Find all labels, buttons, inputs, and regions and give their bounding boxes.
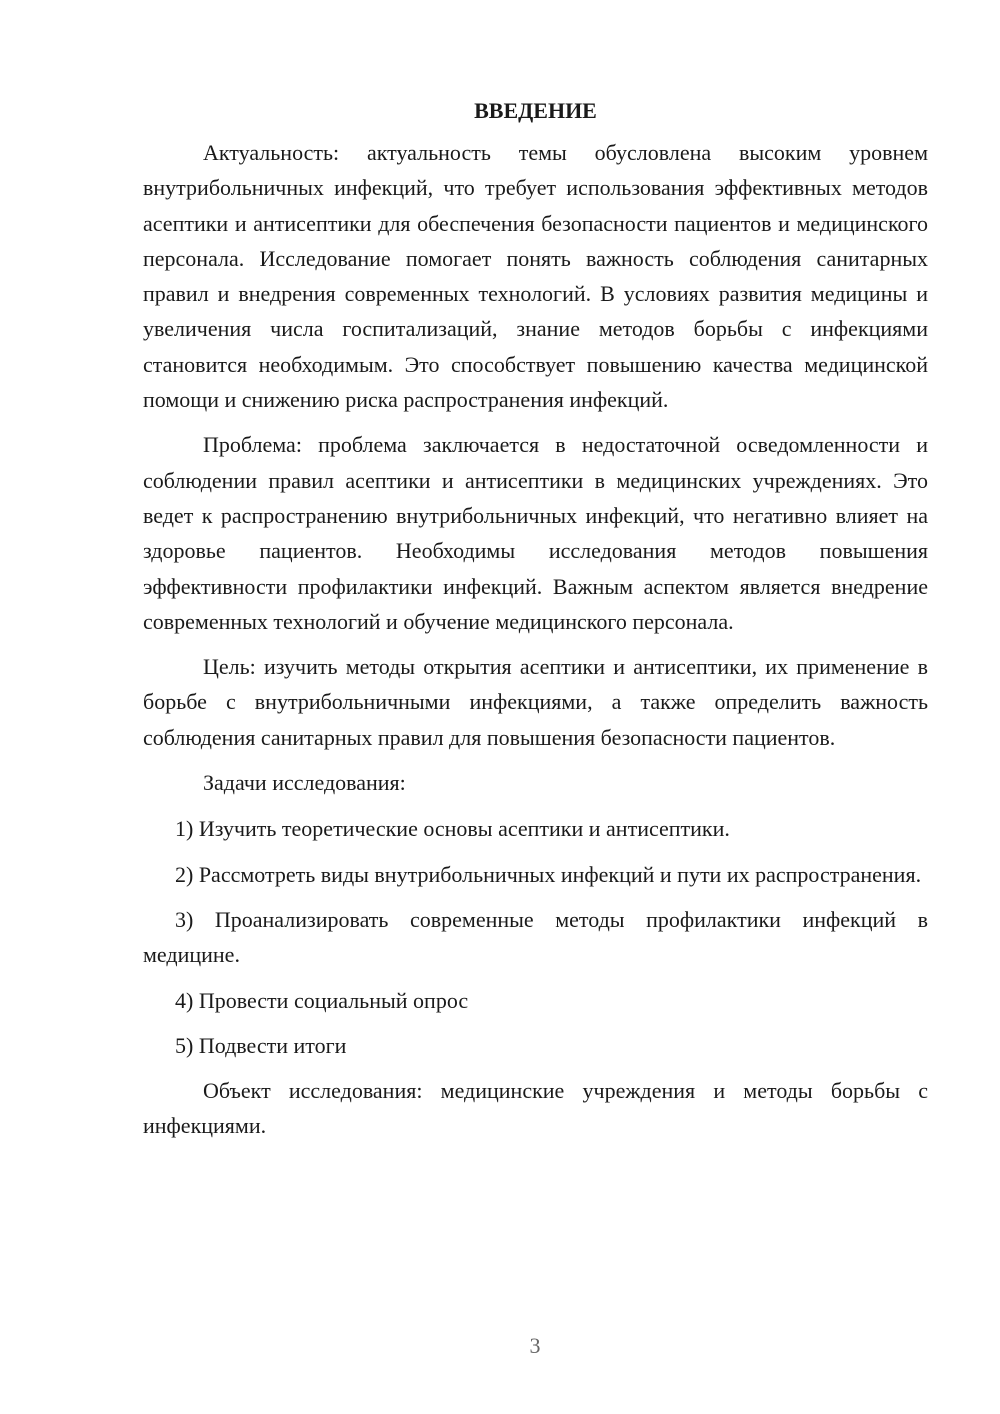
- section-heading: ВВЕДЕНИЕ: [474, 98, 597, 123]
- page-number: 3: [529, 1333, 541, 1358]
- paragraph-object: Объект исследования: медицинские учреждения и методы борьбы с инфекциями.: [143, 1078, 928, 1139]
- task-item-3: 3) Проанализировать современные методы профилактики инфекций в медицине.: [143, 906, 928, 968]
- task-item-4: 4) Провести социальный опрос: [175, 987, 469, 1013]
- task-item-5: 5) Подвести итоги: [175, 1032, 347, 1058]
- task-item-2: 2) Рассмотреть виды внутрибольничных инфекций и пути их распространения.: [175, 861, 922, 887]
- paragraph-relevance: Актуальность: актуальность темы обусловлена высоким уровнем внутрибольничных инфекций, что требует использования эффективных методов асептики и антисептики для обеспечения безопасности пациентов и медицинского персонала. Исследование помогает понять важность соблюдения санитарных правил и внедрения современных технологий. В условиях развития медицины и увеличения числа госпитализаций, знание методов борьбы с инфекциями становится необходимым. Это способствует повышению качества медицинской помощи и снижению риска распространения инфекций.: [143, 140, 928, 413]
- tasks-heading: Задачи исследования:: [203, 770, 406, 796]
- paragraph-goal: Цель: изучить методы открытия асептики и антисептики, их применение в борьбе с внутрибольничными инфекциями, а также определить важность соблюдения санитарных правил для повышения безопасности пациентов.: [143, 654, 928, 750]
- paragraph-problem: Проблема: проблема заключается в недостаточной осведомленности и соблюдении правил асептики и антисептики в медицинских учреждениях. Это ведет к распространению внутрибольничных инфекций, что негативно влияет на здоровье пациентов. Необходимы исследования методов повышения эффективности профилактики инфекций. Важным аспектом является внедрение современных технологий и обучение медицинского персонала.: [143, 432, 928, 634]
- task-item-1: 1) Изучить теоретические основы асептики и антисептики.: [175, 816, 730, 842]
- page-content: [143, 93, 928, 1154]
